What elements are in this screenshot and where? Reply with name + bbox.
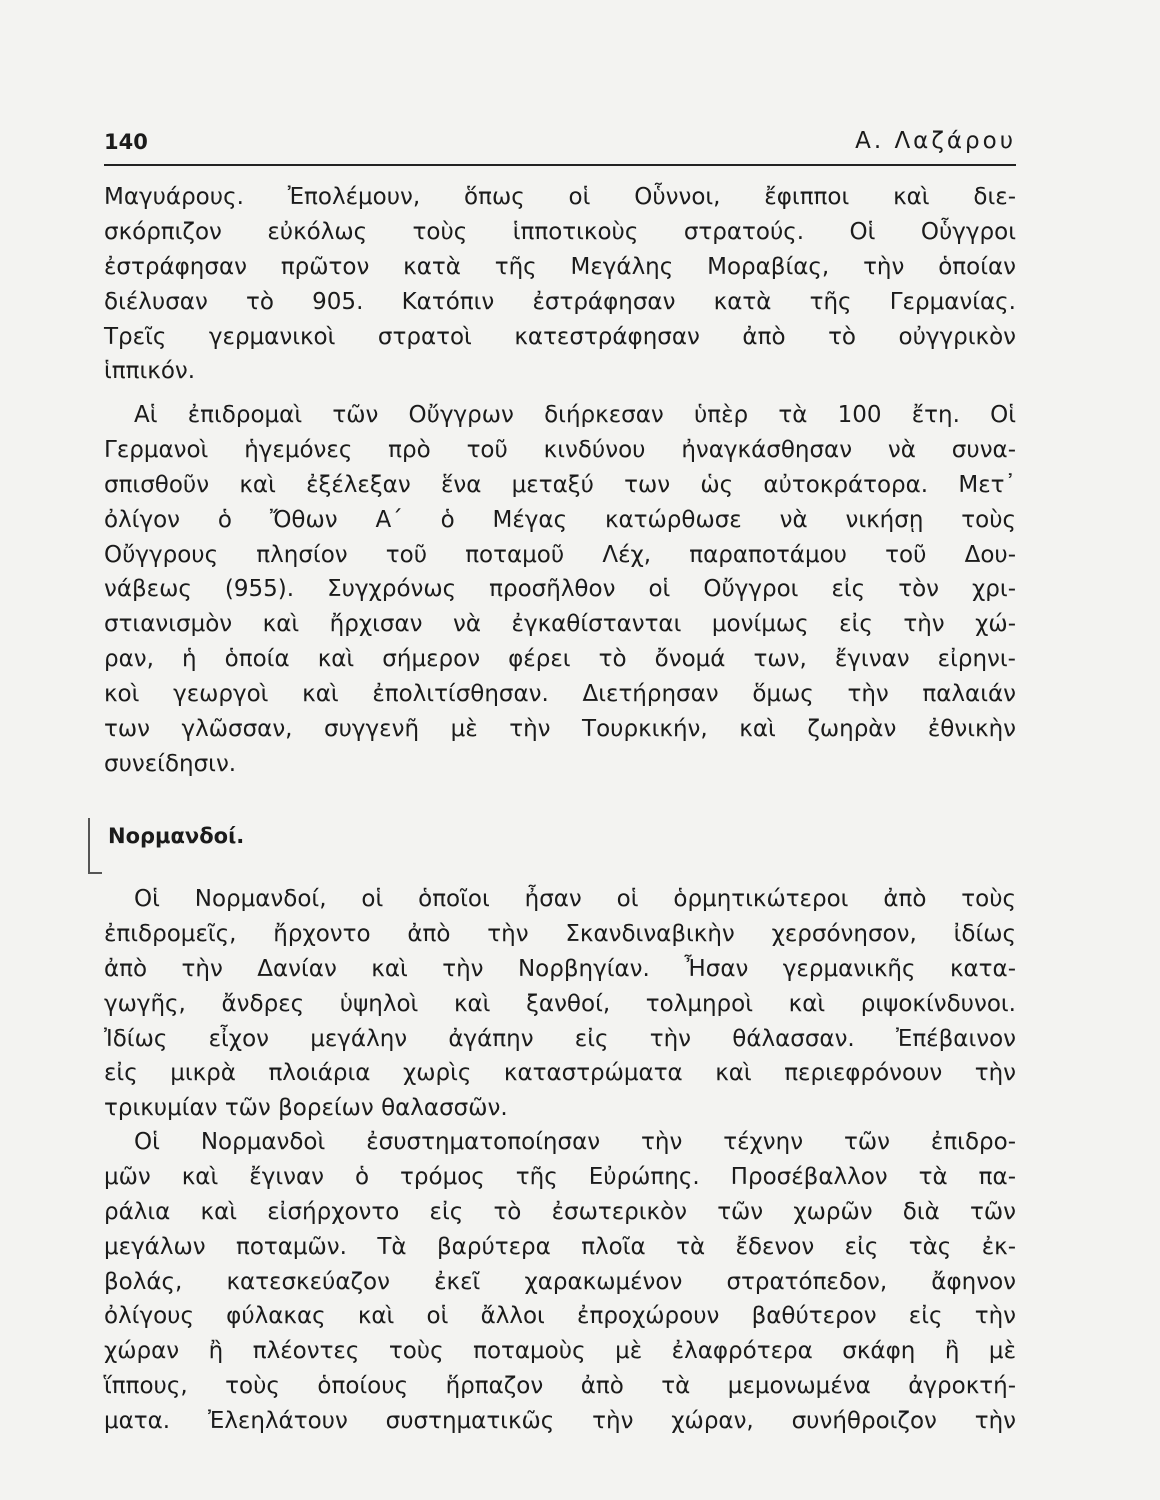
text-line: ματα. Ἐλεηλάτουν συστηματικῶς τὴν χώραν, συνήθροιζον τὴν xyxy=(104,1408,1016,1435)
text-line: Γερμανοὶ ἡγεμόνες πρὸ τοῦ κινδύνου ἠναγκάσθησαν νὰ συνα- xyxy=(104,436,1016,463)
text-line: βολάς, κατεσκεύαζον ἐκεῖ χαρακωμένον στρατόπεδον, ἄφηνον xyxy=(104,1268,1016,1295)
text-line: σπισθοῦν καὶ ἐξέλεξαν ἕνα μεταξύ των ὡς αὐτοκράτορα. Μετ᾽ xyxy=(104,471,1016,498)
text-line: ὀλίγον ὁ Ὄθων Α΄ ὁ Μέγας κατώρθωσε νὰ νικήσῃ τοὺς xyxy=(104,506,1016,533)
text-line: ἀπὸ τὴν Δανίαν καὶ τὴν Νορβηγίαν. Ἦσαν γερμανικῆς κατα- xyxy=(104,955,1016,982)
text-line: συνείδησιν. xyxy=(104,750,237,777)
heading-margin-mark xyxy=(88,818,90,874)
text-line: ράλια καὶ εἰσήρχοντο εἰς τὸ ἐσωτερικὸν τῶν χωρῶν διὰ τῶν xyxy=(104,1198,1016,1225)
paragraph xyxy=(104,1125,1016,1439)
text-line: χώραν ἢ πλέοντες τοὺς ποταμοὺς μὲ ἐλαφρότερα σκάφη ἢ μὲ xyxy=(104,1338,1016,1365)
text-line: ὀλίγους φύλακας καὶ οἱ ἄλλοι ἐπροχώρουν βαθύτερον εἰς τὴν xyxy=(104,1303,1016,1330)
text-line: γωγῆς, ἄνδρες ὑψηλοὶ καὶ ξανθοί, τολμηροὶ καὶ ριψοκίνδυνοι. xyxy=(104,990,1016,1017)
page-header xyxy=(104,128,1016,162)
text-line: ἐπιδρομεῖς, ἤρχοντο ἀπὸ τὴν Σκανδιναβικὴν χερσόνησον, ἰδίως xyxy=(104,920,1016,947)
paragraph xyxy=(104,180,1016,389)
text-line: ἐστράφησαν πρῶτον κατὰ τῆς Μεγάλης Μοραβίας, τὴν ὁποίαν xyxy=(104,253,1016,280)
text-line: ραν, ἡ ὁποία καὶ σήμερον φέρει τὸ ὄνομά των, ἔγιναν εἰρηνι- xyxy=(104,646,1016,673)
text-line: μεγάλων ποταμῶν. Τὰ βαρύτερα πλοῖα τὰ ἔδενον εἰς τὰς ἐκ- xyxy=(104,1233,1016,1260)
text-line: Τρεῖς γερμανικοὶ στρατοὶ κατεστράφησαν ἀπὸ τὸ οὐγγρικὸν xyxy=(104,323,1016,350)
text-line: Μαγυάρους. Ἐπολέμουν, ὅπως οἱ Οὗννοι, ἔφιπποι καὶ διε- xyxy=(104,184,1016,210)
paragraph xyxy=(104,398,1016,782)
text-line: νάβεως (955). Συγχρόνως προσῆλθον οἱ Οὔγγροι εἰς τὸν χρι- xyxy=(104,576,1016,603)
text-line: Αἱ ἐπιδρομαὶ τῶν Οὔγγρων διήρκεσαν ὑπὲρ τὰ 100 ἔτη. Οἱ xyxy=(134,402,1016,428)
text-line: Οἱ Νορμανδοί, οἱ ὁποῖοι ἦσαν οἱ ὁρμητικώτεροι ἀπὸ τοὺς xyxy=(134,886,1016,912)
text-line: ἵππους, τοὺς ὁποίους ἥρπαζον ἀπὸ τὰ μεμονωμένα ἀγροκτή- xyxy=(104,1373,1016,1400)
text-line: σκόρπιζον εὐκόλως τοὺς ἱπποτικοὺς στρατούς. Οἱ Οὗγγροι xyxy=(104,218,1016,245)
text-line: τρικυμίαν τῶν βορείων θαλασσῶν. xyxy=(104,1095,508,1122)
page-number: 140 xyxy=(104,130,148,154)
header-rule xyxy=(104,164,1016,166)
text-line: Οὔγγρους πλησίον τοῦ ποταμοῦ Λέχ, παραποτάμου τοῦ Δου- xyxy=(104,541,1016,568)
running-head-author: Α. Λαζάρου xyxy=(855,128,1016,154)
paragraph xyxy=(104,882,1016,1126)
text-line: κοὶ γεωργοὶ καὶ ἐπολιτίσθησαν. Διετήρησαν ὅμως τὴν παλαιάν xyxy=(104,681,1016,708)
heading-margin-mark-foot xyxy=(88,872,102,874)
text-line: διέλυσαν τὸ 905. Κατόπιν ἐστράφησαν κατὰ τῆς Γερμανίας. xyxy=(104,288,1016,315)
text-line: στιανισμὸν καὶ ἤρχισαν νὰ ἐγκαθίστανται μονίμως εἰς τὴν χώ- xyxy=(104,611,1016,638)
section-heading: Νορμανδοί. xyxy=(108,824,245,848)
text-line: Οἱ Νορμανδοὶ ἐσυστηματοποίησαν τὴν τέχνην τῶν ἐπιδρο- xyxy=(134,1129,1016,1155)
text-line: Ἰδίως εἶχον μεγάλην ἀγάπην εἰς τὴν θάλασσαν. Ἐπέβαινον xyxy=(104,1025,1016,1052)
text-line: ἱππικόν. xyxy=(104,358,196,385)
text-line: μῶν καὶ ἔγιναν ὁ τρόμος τῆς Εὐρώπης. Προσέβαλλον τὰ πα- xyxy=(104,1163,1016,1190)
text-line: εἰς μικρὰ πλοιάρια χωρὶς καταστρώματα καὶ περιεφρόνουν τὴν xyxy=(104,1060,1016,1087)
text-line: των γλῶσσαν, συγγενῆ μὲ τὴν Τουρκικήν, καὶ ζωηρὰν ἐθνικὴν xyxy=(104,716,1016,743)
